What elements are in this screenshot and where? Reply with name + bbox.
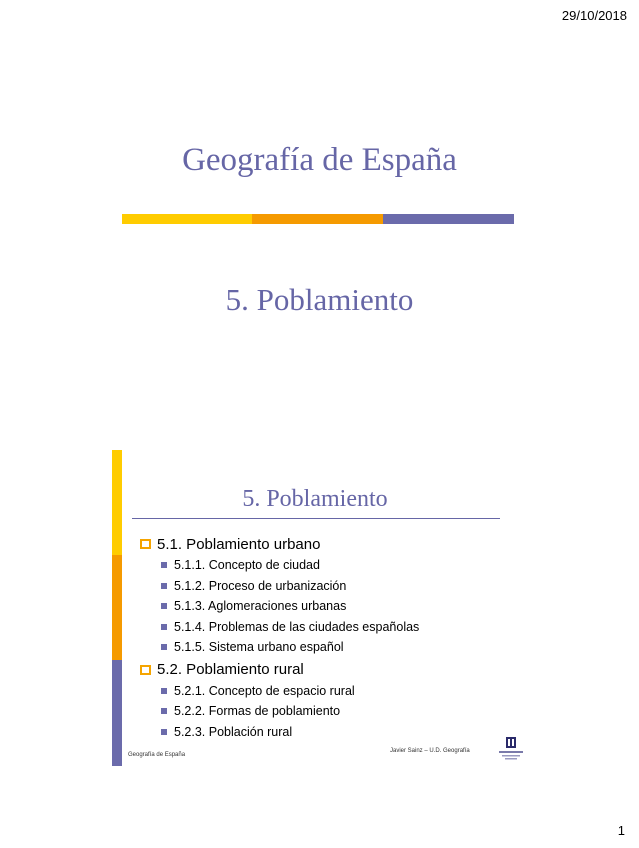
slide-title: Geografía de España: [182, 142, 457, 178]
slide-subtitle: 5. Poblamiento: [225, 282, 414, 317]
section-item: [140, 533, 419, 555]
subsection-label: 5.1.4. Problemas de las ciudades españolas: [174, 619, 420, 634]
subsection-label: 5.2.1. Concepto de espacio rural: [174, 683, 355, 698]
subsection-item: [161, 617, 419, 638]
subsection-item: [161, 681, 419, 702]
sidebar-purple: [112, 660, 122, 766]
square-bullet-icon: [161, 583, 167, 589]
outline-title: 5. Poblamiento: [242, 486, 388, 512]
subsection-item: [161, 555, 419, 576]
square-bullet-icon: [161, 562, 167, 568]
subsection-item: [161, 722, 419, 743]
outline-slide: [0, 450, 639, 768]
title-divider: [132, 518, 500, 519]
color-bar-purple: [383, 214, 514, 224]
subsection-label: 5.2.3. Población rural: [174, 724, 293, 739]
slide-footer-right: Javier Sainz – U.D. Geografía: [390, 748, 470, 754]
subsection-label: 5.1.5. Sistema urbano español: [174, 640, 344, 655]
color-bar-orange: [252, 214, 383, 224]
sidebar-orange: [112, 555, 122, 660]
square-bullet-icon: [161, 688, 167, 694]
color-bar: [122, 214, 514, 224]
subsection-label: 5.1.3. Aglomeraciones urbanas: [174, 599, 347, 614]
subsection-label: 5.2.2. Formas de poblamiento: [174, 704, 341, 719]
subsection-item: [161, 701, 419, 722]
accent-sidebar: [112, 450, 122, 766]
slide-footer-left: Geografía de España: [128, 752, 186, 758]
hollow-square-bullet-icon: [140, 539, 151, 549]
section-item: [140, 659, 419, 681]
color-bar-yellow: [122, 214, 252, 224]
print-date: 29/10/2018: [561, 8, 627, 23]
subsection-label: 5.1.1. Concepto de ciudad: [174, 558, 320, 573]
page-number: 1: [617, 823, 625, 838]
subsection-item: [161, 576, 419, 597]
sidebar-yellow: [112, 450, 122, 555]
square-bullet-icon: [161, 644, 167, 650]
section-label: 5.1. Poblamiento urbano: [157, 535, 321, 553]
square-bullet-icon: [161, 708, 167, 714]
university-logo-icon: [496, 736, 526, 762]
square-bullet-icon: [161, 603, 167, 609]
subsection-item: [161, 596, 419, 617]
subsection-label: 5.1.2. Proceso de urbanización: [174, 578, 347, 593]
square-bullet-icon: [161, 729, 167, 735]
outline-list: [140, 532, 419, 742]
subsection-item: [161, 637, 419, 658]
section-label: 5.2. Poblamiento rural: [157, 661, 304, 678]
square-bullet-icon: [161, 624, 167, 630]
hollow-square-bullet-icon: [140, 665, 151, 675]
title-slide: [0, 0, 639, 420]
